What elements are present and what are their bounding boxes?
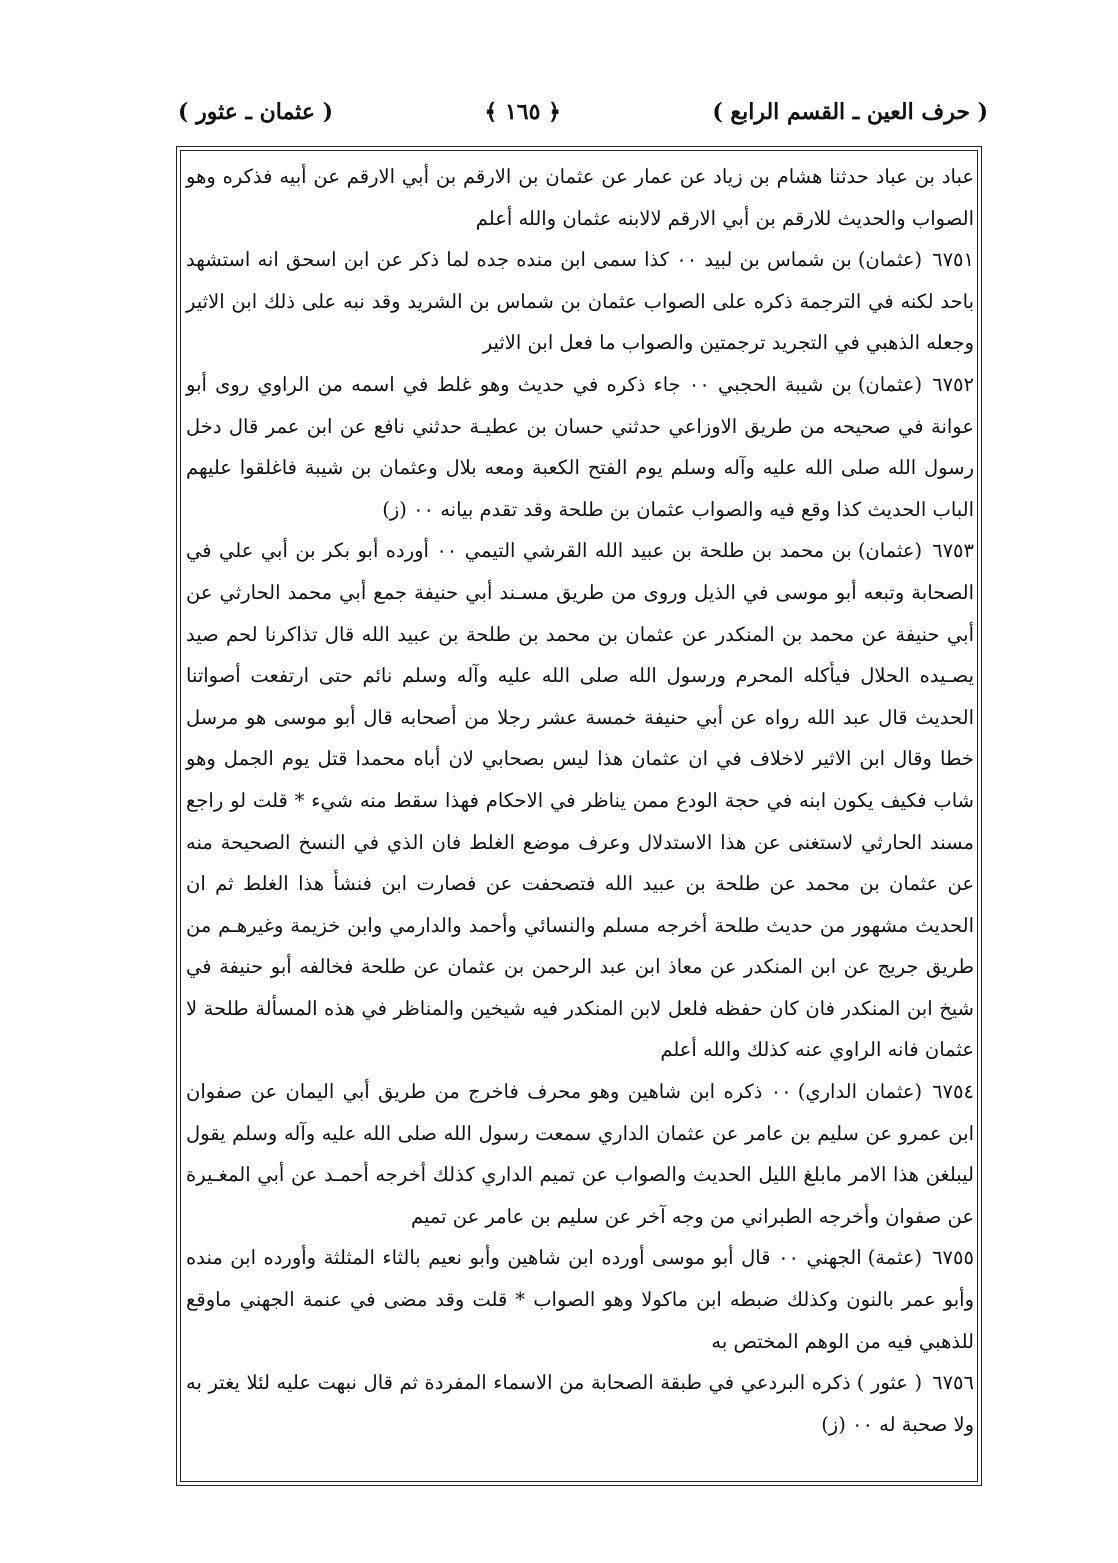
entry-name: (عثمان)	[857, 372, 923, 396]
entry-6754	[186, 1071, 974, 1237]
header-chapter: ( حرف العين ـ القسم الرابع )	[712, 99, 988, 125]
entry-number: ٦٧٥٢	[932, 372, 974, 396]
entry-6755	[186, 1237, 974, 1362]
page-number: ﴿ ١٦٥ ﴾	[484, 99, 561, 125]
entry-number: ٦٧٥٤	[932, 1080, 974, 1104]
entry-6752	[186, 364, 974, 530]
entry-number: ٦٧٥٥	[932, 1246, 974, 1270]
entry-name: (عثمان الداري)	[797, 1080, 923, 1104]
entry-text: الجهني ٠٠ قال أبو موسى أورده ابن شاهين وأبو نعيم بالثاء المثلثة وأورده ابن منده وأبو عمر بالنون وكذلك ضبطه ابن ماكولا وهو الصواب * قلت وقد مضى في عنمة الجهني ماوقع للذهبي فيه من الوهم المختص به	[186, 1246, 974, 1353]
entry-name: (عثمان)	[857, 248, 923, 272]
entry-text: عباد بن عباد حدثنا هشام بن زياد عن عمار عن عثمان بن الارقم بن أبي الارقم عن أبيه فذكره وهو الصواب والحديث للارقم بن أبي الارقم لالابنه عثمان والله أعلم	[186, 165, 974, 230]
entry-number: ٦٧٥١	[932, 248, 974, 272]
entry-text: بن شيبة الحجبي ٠٠ جاء ذكره في حديث وهو غلط في اسمه من الراوي روى أبو عوانة في صحيحه من طريق الاوزاعي حدثني حسان بن عطيـة حدثني نافع عن ابن عمر قال دخل رسول الله صلى الله عليه وآله وسلم يوم الفتح الكعبة ومعه بلال وعثمان بن شيبة فاغلقوا عليهم الباب الحديث كذا وقع فيه والصواب عثمان بن طلحة وقد تقدم بيانه ٠٠ (ز)	[186, 372, 974, 521]
entry-name: ( عثور )	[856, 1371, 923, 1395]
entry-continuation	[186, 156, 974, 239]
entry-6751	[186, 239, 974, 364]
entry-6756	[186, 1362, 974, 1445]
entry-text: بن شماس بن لبيد ٠٠ كذا سمى ابن منده جده لما ذكر عن ابن اسحق انه استشهد باحد لكنه في الترجمة ذكره على الصواب عثمان بن شماس بن الشريد وقد نبه على ذلك ابن الاثير وجعله الذهبي في التجريد ترجمتين والصواب ما فعل ابن الاثير	[186, 248, 974, 355]
entry-number: ٦٧٥٦	[932, 1371, 975, 1395]
entry-text: بن محمد بن طلحة بن عبيد الله القرشي التيمي ٠٠ أورده أبو بكر بن أبي علي في الصحابة وتبعه أبو موسى في الذيل وروى من طريق مسـند أبي حنيفة جمع أبي محمد الحارثي عن أبي حنيفة عن محمد بن المنكدر عن عثمان بن محمد بن طلحة بن عبيد الله قال تذاكرنا لحم صيد يصـيده الحلال فيأكله المحرم ورسول الله صلى الله عليه وآله وسلم نائم حتى ارتفعت أصواتنا الحديث قال عبد الله رواه عن أبي حنيفة خمسة عشر رجلا من أصحابه قال أبو موسى هو مرسل خطا وقال ابن الاثير لاخلاف في ان عثمان هذا ليس بصحابي لان أباه محمدا قتل يوم الجمل وهو شاب فكيف يكون ابنه في حجة الودع ممن يناظر في الاحكام فهذا سقط منه شيء * قلت لو راجع مسند الحارثي لاستغنى عن هذا الاستدلال وعرف موضع الغلط فان الذي في النسخ الصحيحة منه عن عثمان بن محمد عن طلحة بن عبيد الله فتصحفت عن فصارت ابن فنشأ هذا الغلط ثم ان الحديث مشهور من حديث طلحة أخرجه مسلم والنسائي وأحمد والدارمي وابن خزيمة وغيرهـم من طريق جريج عن ابن المنكدر عن معاذ ابن عبد الرحمن بن عثمان عن طلحة فخالفه أبو حنيفة في شيخ ابن المنكدر فان كان حفظه فلعل لابن المنكدر فيه شيخين والمناظر في هذه المسألة طلحة لا عثمان فانه الراوي عنه كذلك والله أعلم	[186, 539, 974, 1062]
header-entry-range: ( عثمان ـ عثور )	[178, 99, 334, 125]
entry-name: (عثمان)	[857, 539, 923, 563]
page-body	[186, 156, 974, 1445]
entry-text: ٠٠ ذكره ابن شاهين وهو محرف فاخرج من طريق أبي اليمان عن صفوان ابن عمرو عن سليم بن عامر عن عثمان الداري سمعت رسول الله صلى الله عليه وآله وسلم يقول ليبلغن هذا الامر مابلغ الليل الحديث والصواب عن تميم الداري كذلك أخرجه أحمـد عن أبي المغـيرة عن صفوان وأخرجه الطبراني من وجه آخر عن سليم بن عامر عن تميم	[186, 1080, 974, 1228]
page-header	[178, 90, 988, 134]
entry-name: (عثمة)	[867, 1246, 923, 1270]
entry-text: ذكره البردعي في طبقة الصحابة من الاسماء المفردة ثم قال نبهت عليه لئلا يغتر به ولا صحبة له ٠٠ (ز)	[186, 1371, 974, 1436]
entry-6753	[186, 530, 974, 1071]
entry-number: ٦٧٥٣	[932, 539, 975, 563]
